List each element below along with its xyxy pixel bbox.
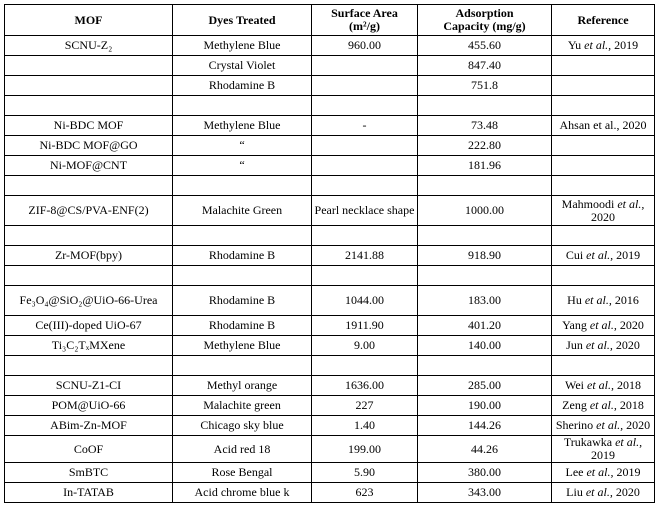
cell-mof: Ce(III)-doped UiO-67: [5, 316, 173, 336]
cell-capacity: 751.8: [418, 76, 552, 96]
cell-surface-area: 227: [312, 396, 418, 416]
cell-dye: “: [173, 136, 312, 156]
table-row: [5, 436, 655, 463]
cell-reference: [552, 136, 655, 156]
cell-dye: Acid chrome blue k: [173, 483, 312, 503]
table-body: [5, 36, 655, 503]
empty-cell: [173, 176, 312, 196]
reference-year: 2019: [591, 448, 615, 462]
reference-etal: et al.,: [586, 465, 614, 479]
spacer-row: [5, 96, 655, 116]
cell-surface-area: 1636.00: [312, 376, 418, 396]
cell-capacity: 144.26: [418, 416, 552, 436]
cell-mof: In-TATAB: [5, 483, 173, 503]
empty-cell: [552, 96, 655, 116]
cell-mof: POM@UiO-66: [5, 396, 173, 416]
reference-author: Wei: [564, 378, 585, 392]
cell-dye: Chicago sky blue: [173, 416, 312, 436]
cell-dye: Methylene Blue: [173, 336, 312, 356]
cell-surface-area: Pearl necklace shape: [312, 196, 418, 226]
cell-reference: [552, 316, 655, 336]
cell-dye: Malachite green: [173, 396, 312, 416]
cell-reference: [552, 196, 655, 226]
reference-year: 2019: [614, 38, 639, 52]
reference-year: 2019: [616, 465, 641, 479]
cell-capacity: 918.90: [418, 246, 552, 266]
cell-reference: [552, 116, 655, 136]
table-row: [5, 316, 655, 336]
table-row: [5, 76, 655, 96]
cell-mof: Ni-BDC MOF@GO: [5, 136, 173, 156]
cell-mof: CoOF: [5, 436, 173, 463]
table-row: [5, 376, 655, 396]
reference-etal: et al.,: [615, 435, 643, 449]
reference-author: Trukawka: [563, 435, 613, 449]
empty-cell: [5, 176, 173, 196]
cell-mof: SCNU-Z₂: [5, 36, 173, 56]
cell-dye: Methylene Blue: [173, 36, 312, 56]
reference-etal: et al.,: [587, 378, 615, 392]
empty-cell: [552, 176, 655, 196]
reference-etal: et al.,: [584, 293, 612, 307]
cell-mof: SCNU-Z1-CI: [5, 376, 173, 396]
table-row: [5, 416, 655, 436]
header-adsorption-capacity: Adsorption Capacity (mg/g): [418, 5, 552, 36]
reference-etal: et al.,: [585, 338, 613, 352]
empty-cell: [173, 96, 312, 116]
table-row: [5, 463, 655, 483]
table-row: [5, 286, 655, 316]
reference-etal: et al.,: [586, 248, 614, 262]
header-mof: MOF: [5, 5, 173, 36]
cell-capacity: 183.00: [418, 286, 552, 316]
cell-mof: Ni-MOF@CNT: [5, 156, 173, 176]
table-row: [5, 116, 655, 136]
cell-capacity: 1000.00: [418, 196, 552, 226]
empty-cell: [5, 226, 173, 246]
cell-surface-area: [312, 156, 418, 176]
cell-surface-area: 9.00: [312, 336, 418, 356]
reference-author: Lee: [565, 465, 584, 479]
spacer-row: [5, 176, 655, 196]
empty-cell: [552, 226, 655, 246]
header-dyes-treated: Dyes Treated: [173, 5, 312, 36]
cell-dye: Rhodamine B: [173, 246, 312, 266]
empty-cell: [418, 226, 552, 246]
cell-dye: Methyl orange: [173, 376, 312, 396]
cell-surface-area: 5.90: [312, 463, 418, 483]
reference-year: 2016: [614, 293, 639, 307]
empty-cell: [312, 266, 418, 286]
cell-reference: [552, 56, 655, 76]
cell-capacity: 380.00: [418, 463, 552, 483]
reference-author: Yu: [567, 38, 582, 52]
cell-surface-area: 623: [312, 483, 418, 503]
cell-dye: Rhodamine B: [173, 76, 312, 96]
reference-author: Sherino: [555, 418, 594, 432]
reference-author: Yang: [562, 318, 587, 332]
cell-dye: Crystal Violet: [173, 56, 312, 76]
empty-cell: [312, 356, 418, 376]
empty-cell: [312, 226, 418, 246]
cell-reference: [552, 463, 655, 483]
reference-etal: et al.,: [585, 485, 613, 499]
empty-cell: [173, 226, 312, 246]
cell-mof: [5, 76, 173, 96]
table-row: [5, 246, 655, 266]
cell-surface-area: 1.40: [312, 416, 418, 436]
cell-capacity: 401.20: [418, 316, 552, 336]
table-row: [5, 156, 655, 176]
cell-surface-area: 1911.90: [312, 316, 418, 336]
cell-capacity: 181.96: [418, 156, 552, 176]
reference-author: Liu: [566, 485, 583, 499]
reference-author: Ahsan et al., 2020: [559, 118, 647, 132]
cell-mof: Ni-BDC MOF: [5, 116, 173, 136]
cell-reference: [552, 246, 655, 266]
cell-mof: SmBTC: [5, 463, 173, 483]
table-row: [5, 36, 655, 56]
cell-reference: [552, 416, 655, 436]
empty-cell: [312, 96, 418, 116]
empty-cell: [552, 266, 655, 286]
cell-dye: Rose Bengal: [173, 463, 312, 483]
cell-surface-area: [312, 76, 418, 96]
empty-cell: [418, 356, 552, 376]
cell-reference: [552, 436, 655, 463]
reference-etal: et al.,: [596, 418, 624, 432]
empty-cell: [552, 356, 655, 376]
empty-cell: [418, 96, 552, 116]
reference-author: Jun: [566, 338, 583, 352]
cell-reference: [552, 396, 655, 416]
cell-dye: “: [173, 156, 312, 176]
header-reference: Reference: [552, 5, 655, 36]
reference-year: 2018: [617, 378, 642, 392]
reference-year: 2019: [616, 248, 641, 262]
cell-reference: [552, 36, 655, 56]
cell-mof: Fe₃O₄@SiO₂@UiO-66-Urea: [5, 286, 173, 316]
reference-author: Cui: [565, 248, 584, 262]
cell-surface-area: 2141.88: [312, 246, 418, 266]
empty-cell: [5, 266, 173, 286]
mof-adsorption-table: [4, 4, 655, 503]
cell-mof: Zr-MOF(bpy): [5, 246, 173, 266]
table-row: [5, 196, 655, 226]
reference-year: 2020: [626, 418, 651, 432]
cell-dye: Methylene Blue: [173, 116, 312, 136]
cell-dye: Malachite Green: [173, 196, 312, 226]
empty-cell: [5, 356, 173, 376]
cell-capacity: 73.48: [418, 116, 552, 136]
cell-surface-area: 960.00: [312, 36, 418, 56]
cell-reference: [552, 76, 655, 96]
cell-dye: Rhodamine B: [173, 286, 312, 316]
cell-reference: [552, 483, 655, 503]
cell-capacity: 140.00: [418, 336, 552, 356]
cell-surface-area: [312, 136, 418, 156]
cell-reference: [552, 376, 655, 396]
cell-surface-area: 199.00: [312, 436, 418, 463]
spacer-row: [5, 356, 655, 376]
empty-cell: [173, 266, 312, 286]
table-row: [5, 56, 655, 76]
cell-capacity: 455.60: [418, 36, 552, 56]
reference-author: Zeng: [562, 398, 587, 412]
empty-cell: [5, 96, 173, 116]
empty-cell: [173, 356, 312, 376]
reference-year: 2020: [615, 338, 640, 352]
cell-capacity: 44.26: [418, 436, 552, 463]
cell-capacity: 222.80: [418, 136, 552, 156]
cell-capacity: 847.40: [418, 56, 552, 76]
cell-surface-area: [312, 56, 418, 76]
cell-capacity: 285.00: [418, 376, 552, 396]
empty-cell: [418, 266, 552, 286]
reference-year: 2018: [619, 398, 644, 412]
table-container: [4, 4, 655, 503]
table-row: [5, 336, 655, 356]
cell-mof: ZIF-8@CS/PVA-ENF(2): [5, 196, 173, 226]
empty-cell: [418, 176, 552, 196]
header-row: [5, 5, 655, 36]
cell-reference: [552, 156, 655, 176]
cell-capacity: 190.00: [418, 396, 552, 416]
cell-dye: Rhodamine B: [173, 316, 312, 336]
cell-reference: [552, 286, 655, 316]
reference-author: Hu: [567, 293, 582, 307]
cell-reference: [552, 336, 655, 356]
reference-etal: et al.,: [589, 398, 617, 412]
cell-capacity: 343.00: [418, 483, 552, 503]
reference-etal: et al.,: [617, 196, 645, 211]
spacer-row: [5, 266, 655, 286]
cell-dye: Acid red 18: [173, 436, 312, 463]
reference-etal: et al.,: [589, 318, 617, 332]
table-row: [5, 136, 655, 156]
empty-cell: [312, 176, 418, 196]
cell-mof: Ti₃C₂TₓMXene: [5, 336, 173, 356]
header-surface-area: Surface Area (m²/g): [312, 5, 418, 36]
reference-etal: et al.,: [584, 38, 612, 52]
table-row: [5, 483, 655, 503]
cell-surface-area: -: [312, 116, 418, 136]
cell-mof: [5, 56, 173, 76]
reference-year: 2020: [615, 485, 640, 499]
cell-mof: ABim-Zn-MOF: [5, 416, 173, 436]
cell-surface-area: 1044.00: [312, 286, 418, 316]
table-row: [5, 396, 655, 416]
reference-year: 2020: [619, 318, 644, 332]
reference-year: 2020: [591, 209, 615, 224]
spacer-row: [5, 226, 655, 246]
reference-author: Mahmoodi: [561, 196, 615, 211]
